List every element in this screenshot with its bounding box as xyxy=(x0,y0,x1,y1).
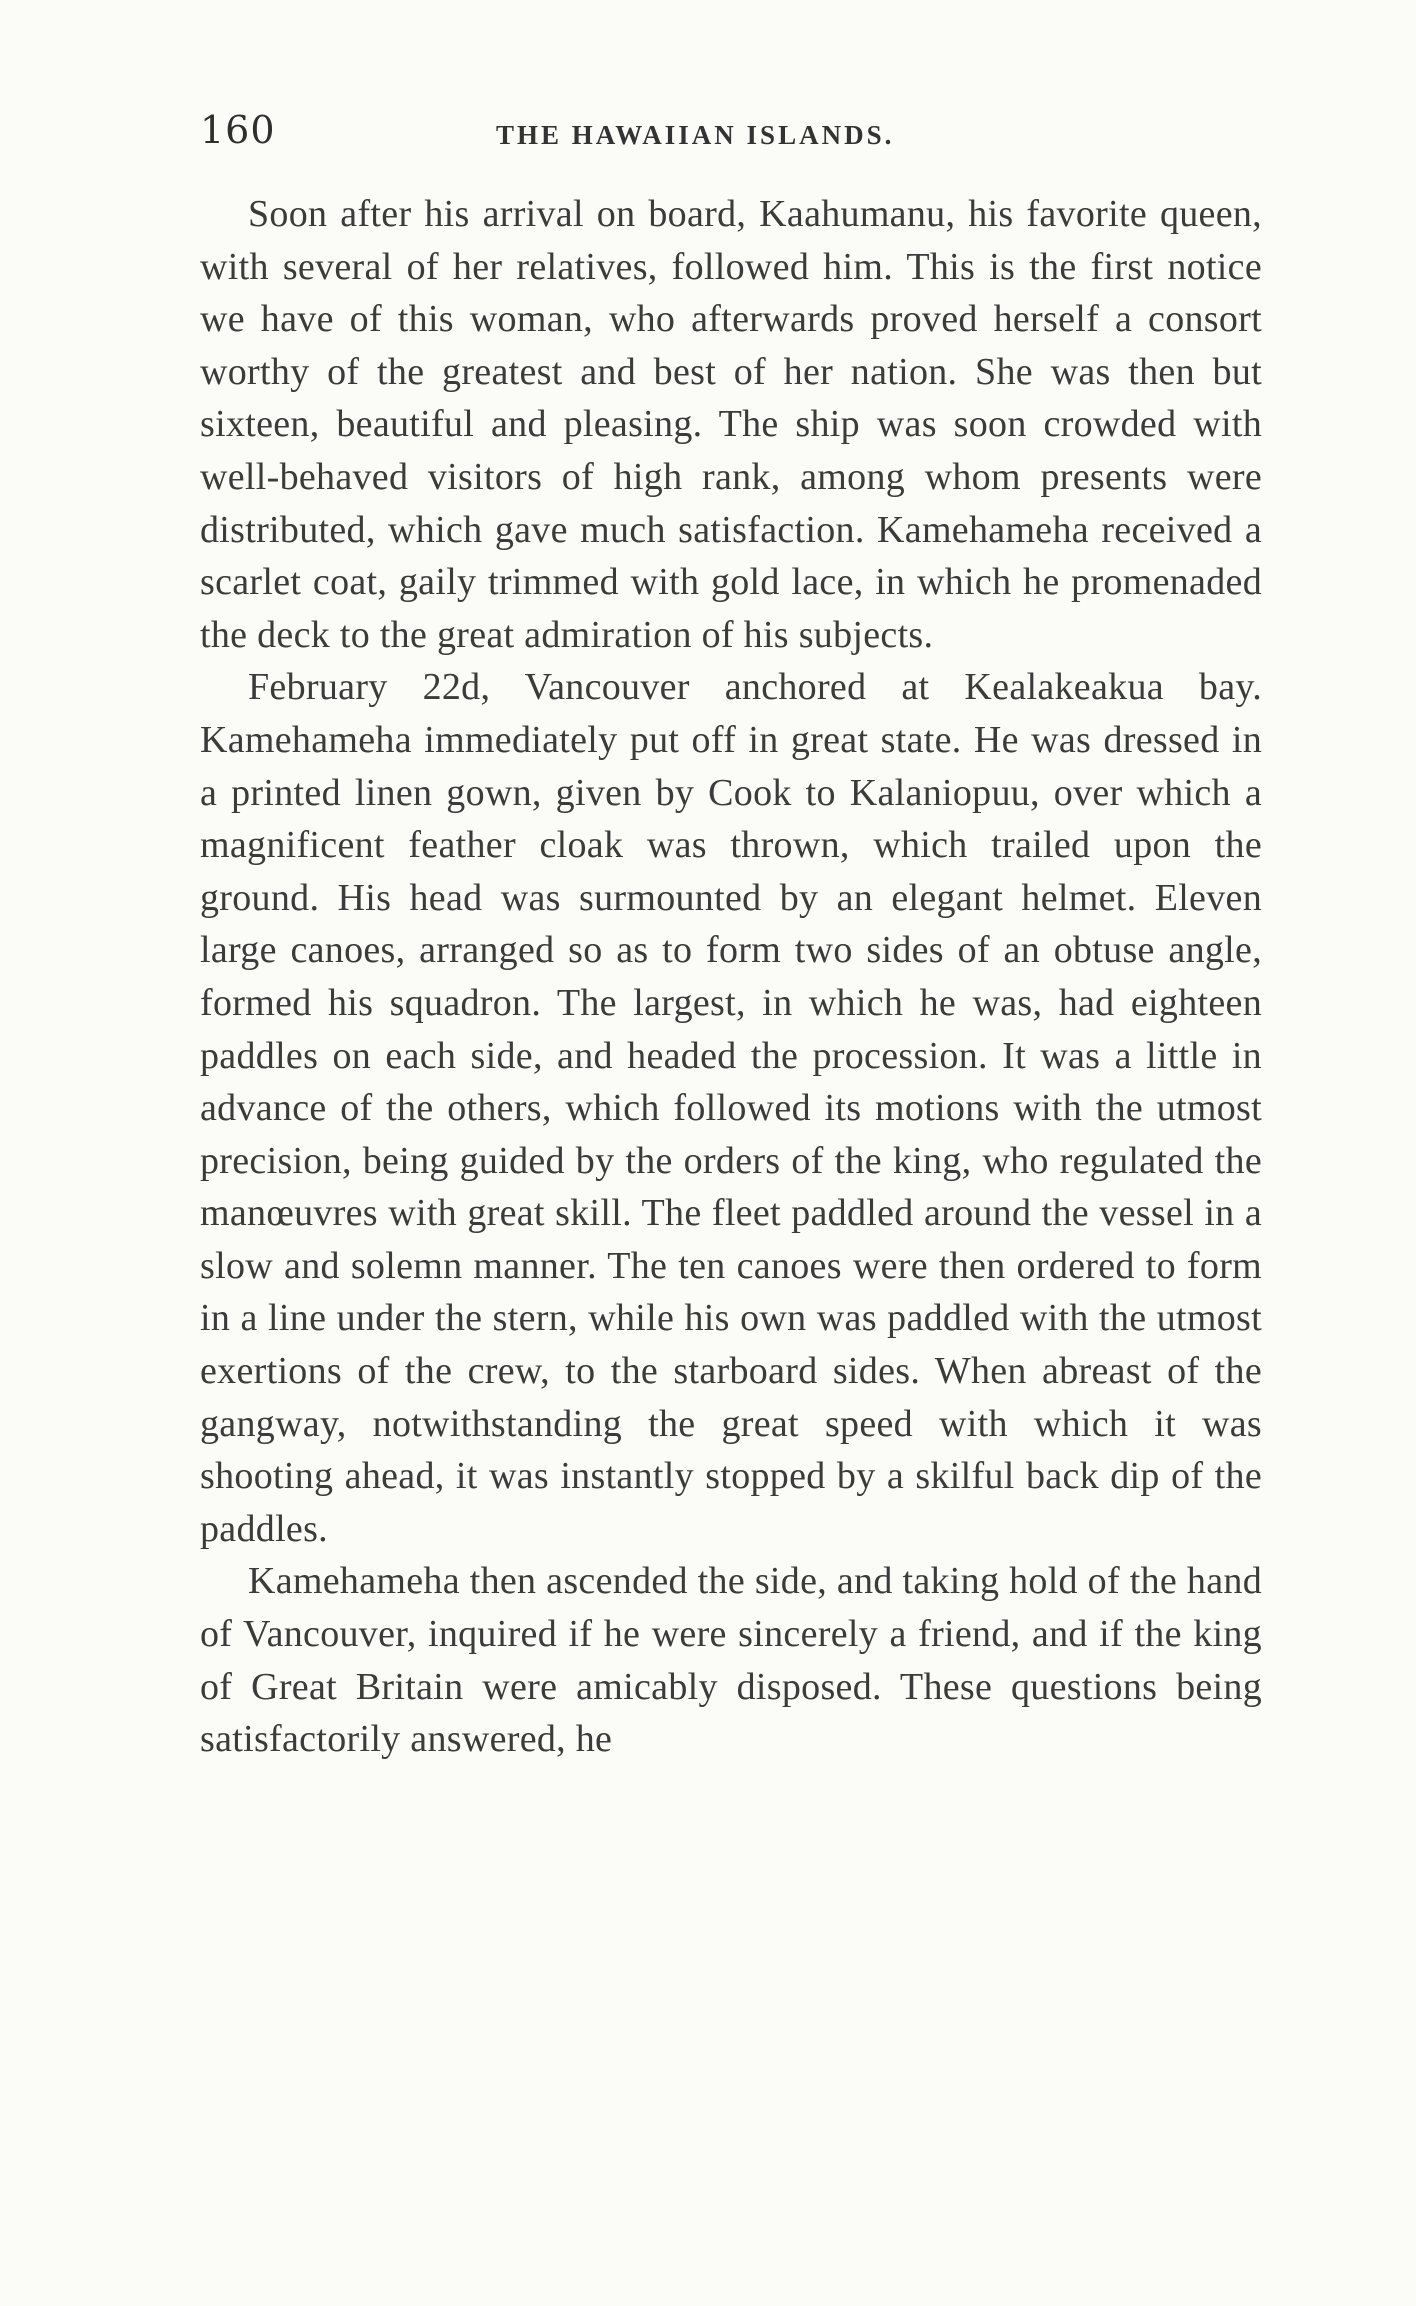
running-title: THE HAWAIIAN ISLANDS. xyxy=(496,120,895,150)
paragraph-2: February 22d, Vancouver anchored at Kealakeakua bay. Kamehameha immediately put off in great state. He was dressed in a printed linen gown, given by Cook to Kalaniopuu, over which a magnificent feather cloak was thrown, which trailed upon the ground. His head was surmounted by an elegant helmet. Eleven large canoes, arranged so as to form two sides of an obtuse angle, formed his squadron. The largest, in which he was, had eighteen paddles on each side, and headed the procession. It was a little in advance of the others, which followed its motions with the utmost precision, being guided by the orders of the king, who regulated the manœuvres with great skill. The fleet paddled around the vessel in a slow and solemn manner. The ten canoes were then ordered to form in a line under the stern, while his own was paddled with the utmost exertions of the crew, to the starboard sides. When abreast of the gangway, notwithstanding the great speed with which it was shooting ahead, it was instantly stopped by a skilful back dip of the paddles. xyxy=(200,666,1262,1550)
body-text xyxy=(200,188,1262,1766)
paragraph-1: Soon after his arrival on board, Kaahumanu, his favorite queen, with several of her relatives, followed him. This is the first notice we have of this woman, who afterwards proved herself a consort worthy of the greatest and best of her nation. She was then but sixteen, beautiful and pleasing. The ship was soon crowded with well-behaved visitors of high rank, among whom presents were distributed, which gave much satisfaction. Kamehameha received a scarlet coat, gaily trimmed with gold lace, in which he promenaded the deck to the great admiration of his subjects. xyxy=(200,193,1262,656)
paragraph-3: Kamehameha then ascended the side, and taking hold of the hand of Vancouver, inquired if he were sincerely a friend, and if the king of Great Britain were amicably disposed. These questions being satisfactorily answered, he xyxy=(200,1560,1262,1761)
page-number: 160 xyxy=(200,108,276,152)
page-header xyxy=(200,108,1240,168)
